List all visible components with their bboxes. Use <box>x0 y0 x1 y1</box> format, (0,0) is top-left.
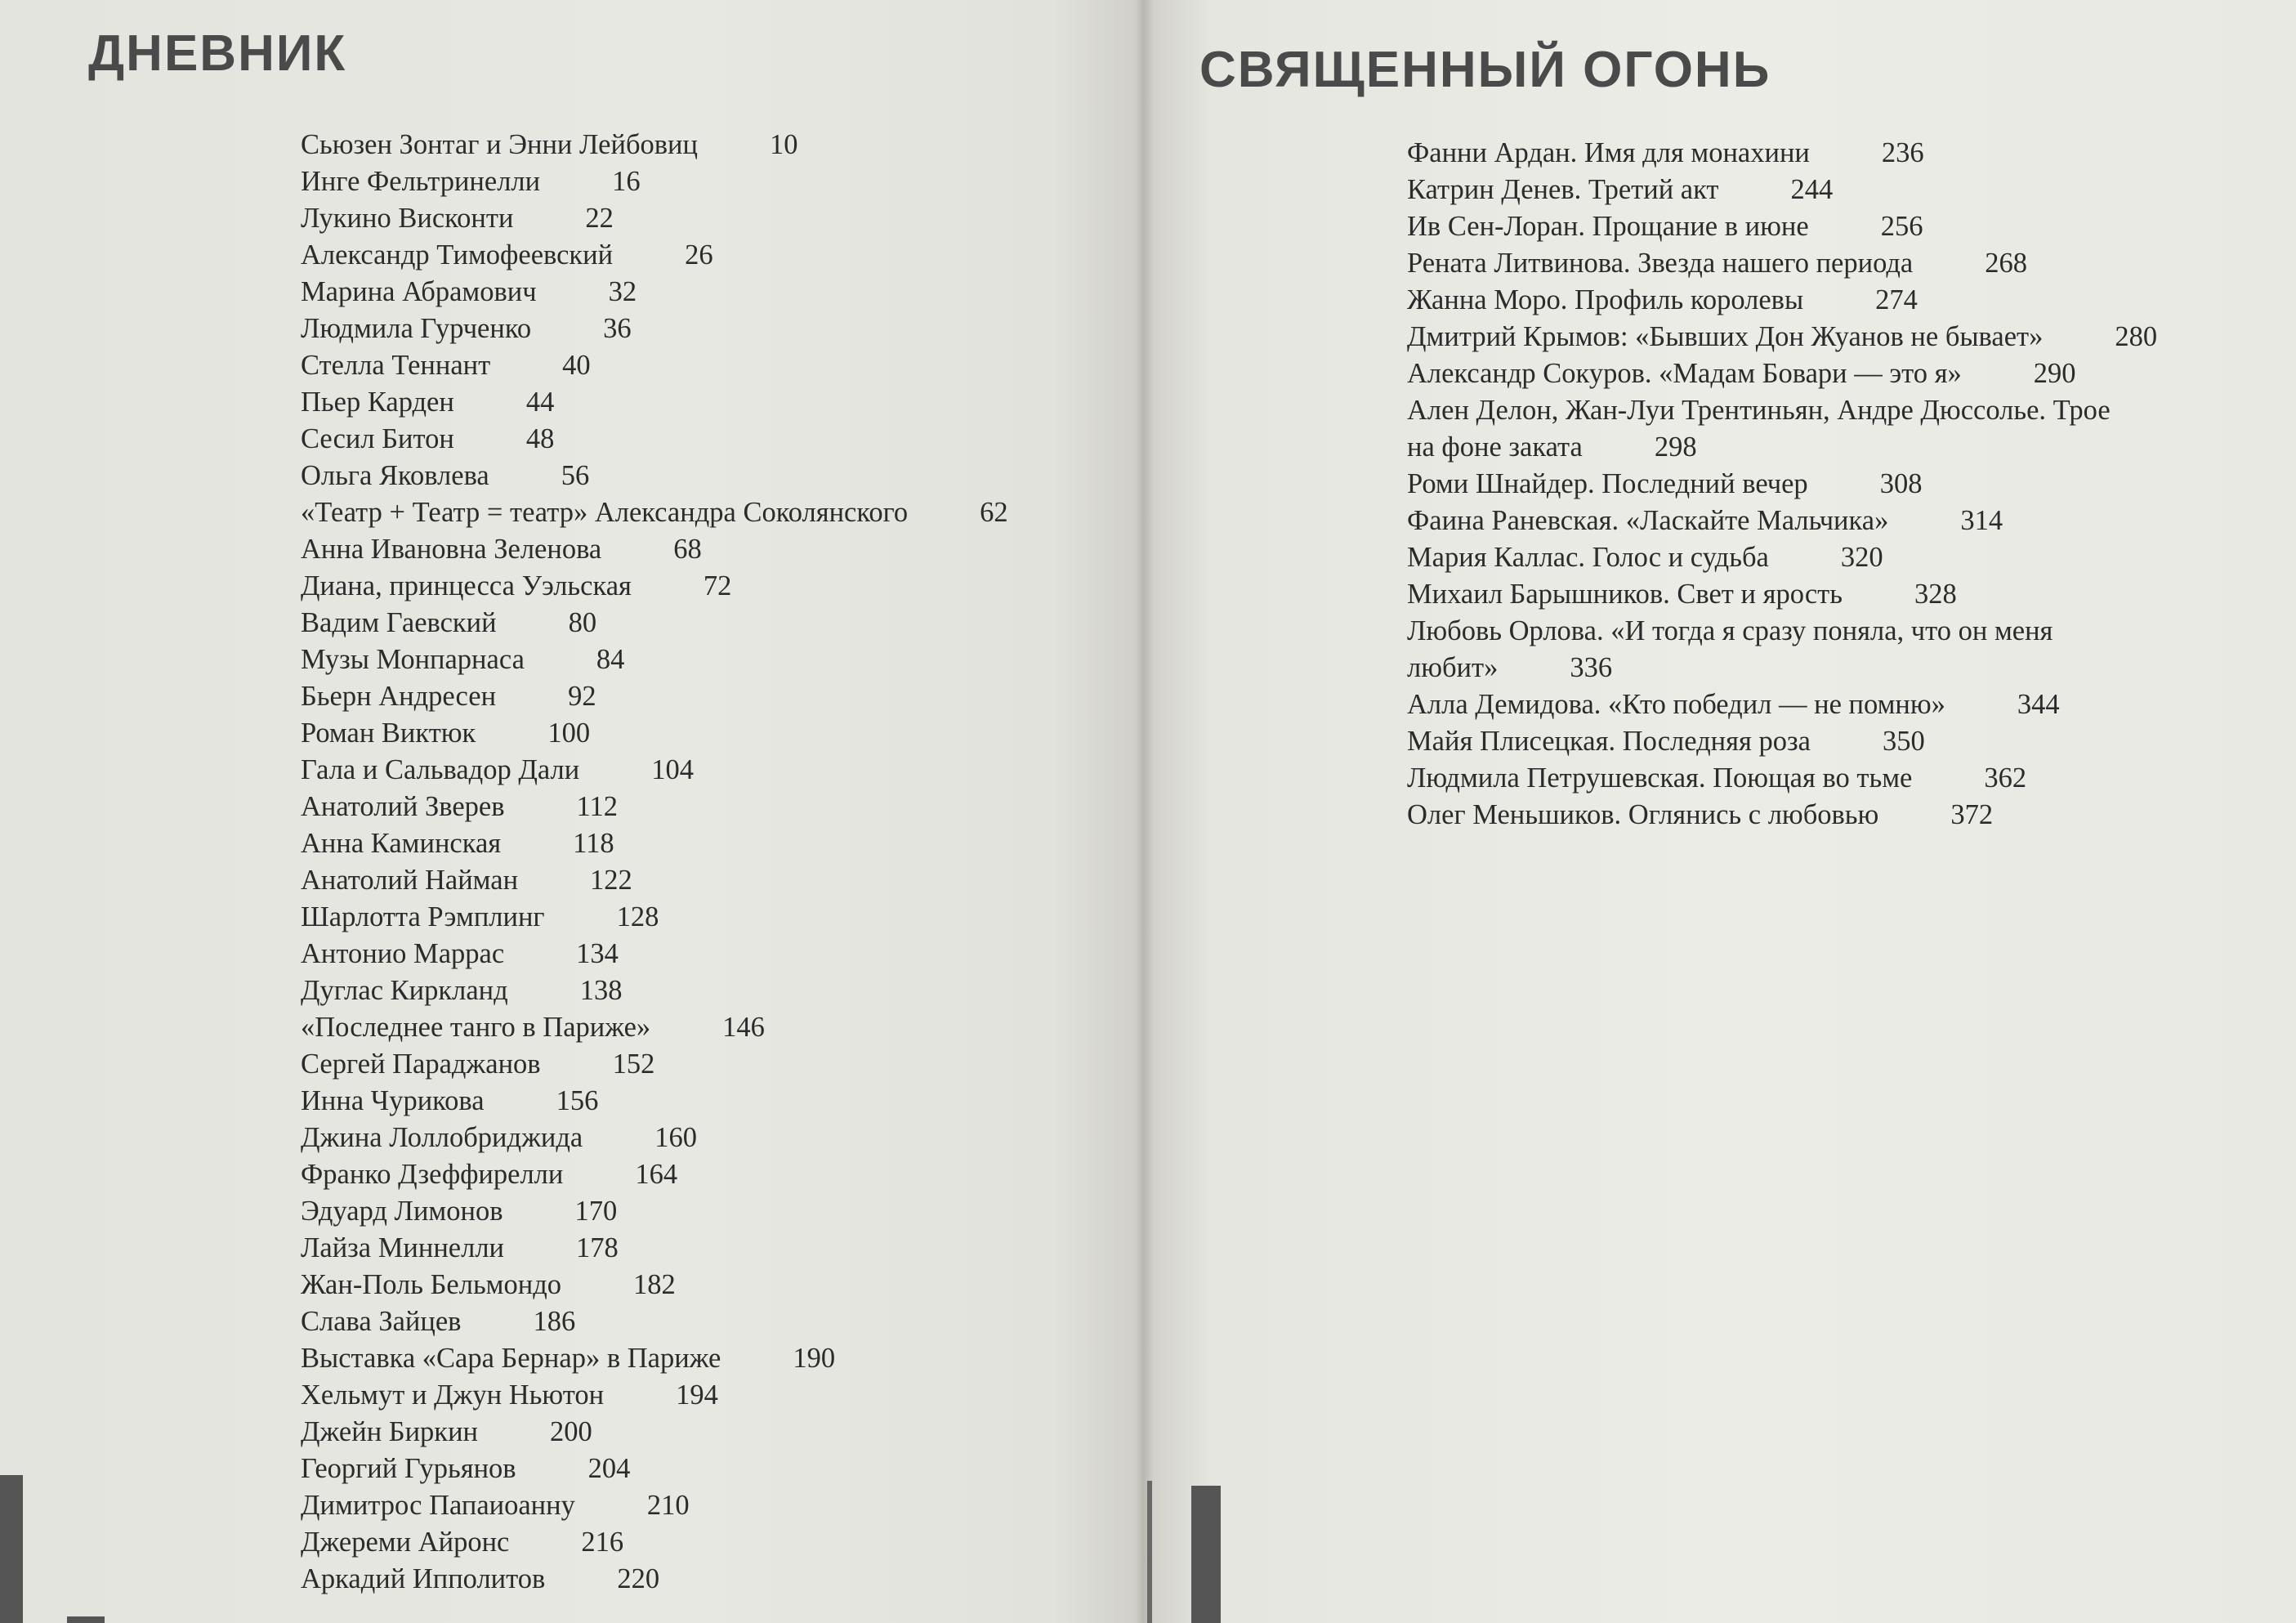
toc-entry-page-number: 152 <box>612 1048 655 1080</box>
toc-entry-page-number: 290 <box>2033 358 2076 389</box>
toc-entry-title: Вадим Гаевский <box>301 607 497 638</box>
section-title-diary: ДНЕВНИК <box>88 25 347 82</box>
toc-entry <box>301 936 1118 972</box>
toc-list-diary <box>301 127 1118 1598</box>
toc-entry <box>1407 613 2142 686</box>
toc-entry-title: Эдуард Лимонов <box>301 1196 503 1227</box>
toc-entry-page-number: 22 <box>585 203 614 234</box>
toc-entry <box>301 899 1118 936</box>
toc-entry-title: Роман Виктюк <box>301 718 476 749</box>
toc-entry <box>301 752 1118 789</box>
toc-entry <box>301 384 1118 421</box>
toc-entry <box>301 678 1118 715</box>
toc-entry-page-number: 178 <box>576 1232 619 1263</box>
toc-entry-title: Людмила Гурченко <box>301 313 532 344</box>
toc-entry-page-number: 122 <box>590 865 632 896</box>
toc-entry <box>301 200 1118 237</box>
toc-entry-page-number: 336 <box>1570 652 1613 683</box>
toc-entry <box>1407 392 2142 466</box>
toc-entry-title: Александр Сокуров. «Мадам Бовари — это я» <box>1407 358 1962 389</box>
toc-entry <box>1407 355 2224 392</box>
toc-entry-title: Музы Монпарнаса <box>301 644 525 675</box>
page-edge-marker <box>0 1475 23 1623</box>
toc-entry-page-number: 210 <box>646 1490 690 1521</box>
toc-entry-title: Фанни Ардан. Имя для монахини <box>1407 137 1810 168</box>
toc-entry-page-number: 84 <box>596 644 625 675</box>
toc-entry-page-number: 62 <box>980 497 1008 528</box>
toc-entry-title: Жанна Моро. Профиль королевы <box>1407 284 1804 315</box>
toc-entry-title: Михаил Барышников. Свет и ярость <box>1407 579 1843 610</box>
toc-entry-title: Димитрос Папаиоанну <box>301 1490 575 1521</box>
toc-entry <box>301 1193 1118 1230</box>
toc-entry-title: Ольга Яковлева <box>301 460 489 491</box>
toc-entry <box>301 715 1118 752</box>
toc-entry-title: Майя Плисецкая. Последняя роза <box>1407 726 1811 757</box>
toc-entry <box>1407 319 2224 355</box>
toc-entry-page-number: 26 <box>685 239 713 270</box>
toc-entry-page-number: 280 <box>2115 321 2158 352</box>
toc-entry <box>301 421 1118 458</box>
toc-entry-title: Стелла Теннант <box>301 350 491 381</box>
toc-entry-title: «Последнее танго в Париже» <box>301 1012 651 1043</box>
toc-entry <box>301 862 1118 899</box>
toc-entry <box>301 568 1118 605</box>
toc-entry-page-number: 308 <box>1879 468 1923 499</box>
toc-entry-page-number: 236 <box>1881 137 1924 168</box>
toc-entry <box>1407 245 2224 282</box>
toc-entry-page-number: 274 <box>1875 284 1918 315</box>
toc-entry-title: Анна Ивановна Зеленова <box>301 534 602 565</box>
toc-entry-page-number: 298 <box>1654 431 1697 463</box>
toc-entry-title: Лукино Висконти <box>301 203 514 234</box>
toc-entry <box>301 1230 1118 1267</box>
toc-entry-page-number: 344 <box>2017 689 2060 720</box>
toc-entry-page-number: 128 <box>616 901 659 932</box>
toc-entry-page-number: 146 <box>722 1012 765 1043</box>
toc-entry-page-number: 220 <box>617 1563 660 1594</box>
toc-entry <box>301 458 1118 494</box>
toc-entry-page-number: 40 <box>562 350 591 381</box>
toc-entry-title: Сесил Битон <box>301 423 454 454</box>
toc-entry-page-number: 10 <box>769 129 798 160</box>
toc-entry <box>301 825 1118 862</box>
toc-entry-title: Дмитрий Крымов: «Бывших Дон Жуанов не бывает» <box>1407 321 2044 352</box>
toc-entry-title: Диана, принцесса Уэльская <box>301 570 632 601</box>
toc-entry <box>1407 282 2224 319</box>
toc-entry-page-number: 80 <box>568 607 597 638</box>
toc-entry-page-number: 372 <box>1950 799 1994 830</box>
toc-entry-title: Аркадий Ипполитов <box>301 1563 546 1594</box>
toc-entry <box>301 163 1118 200</box>
toc-entry-title: Алла Демидова. «Кто победил — не помню» <box>1407 689 1945 720</box>
toc-entry <box>301 642 1118 678</box>
toc-entry-page-number: 182 <box>633 1269 676 1300</box>
toc-entry <box>301 1377 1118 1414</box>
toc-entry-page-number: 200 <box>550 1416 592 1447</box>
toc-entry <box>301 1524 1118 1561</box>
toc-entry-page-number: 204 <box>587 1453 631 1484</box>
toc-entry-title: Дуглас Киркланд <box>301 975 508 1006</box>
toc-entry <box>301 1156 1118 1193</box>
toc-entry-page-number: 244 <box>1790 174 1834 205</box>
toc-entry <box>301 311 1118 347</box>
toc-entry <box>301 1451 1118 1487</box>
toc-entry-page-number: 118 <box>573 828 614 859</box>
toc-entry-page-number: 350 <box>1882 726 1925 757</box>
toc-entry-page-number: 170 <box>574 1196 618 1227</box>
toc-entry <box>301 237 1118 274</box>
toc-entry-page-number: 32 <box>608 276 637 307</box>
toc-entry <box>301 1267 1118 1303</box>
toc-entry-title: Джина Лоллобриджида <box>301 1122 583 1153</box>
toc-entry-title: Фаина Раневская. «Ласкайте Мальчика» <box>1407 505 1889 536</box>
toc-entry <box>301 1303 1118 1340</box>
toc-entry-title: Катрин Денев. Третий акт <box>1407 174 1719 205</box>
section-title-sacred-fire: СВЯЩЕННЫЙ ОГОНЬ <box>1199 42 1771 98</box>
toc-entry-page-number: 186 <box>533 1306 576 1337</box>
toc-entry-page-number: 268 <box>1985 248 2027 279</box>
toc-entry-page-number: 104 <box>651 754 694 785</box>
toc-entry-title: Марина Абрамович <box>301 276 537 307</box>
toc-entry-title: Антонио Маррас <box>301 938 505 969</box>
toc-entry-page-number: 112 <box>576 791 619 822</box>
toc-entry-title: Сьюзен Зонтаг и Энни Лейбовиц <box>301 129 698 160</box>
toc-entry-page-number: 48 <box>525 423 555 454</box>
toc-entry-title: Ален Делон, Жан-Луи Трентиньян, Андре Дюссолье. Трое на фоне заката <box>1407 395 2111 463</box>
toc-entry-page-number: 56 <box>561 460 590 491</box>
toc-entry-title: Бьерн Андресен <box>301 681 497 712</box>
toc-entry-title: Олег Меньшиков. Оглянись с любовью <box>1407 799 1879 830</box>
page-edge-marker <box>1191 1486 1221 1623</box>
toc-entry <box>301 1083 1118 1120</box>
toc-entry <box>1407 686 2224 723</box>
toc-entry-page-number: 190 <box>793 1343 836 1374</box>
toc-entry-page-number: 164 <box>635 1159 678 1190</box>
toc-entry-page-number: 314 <box>1960 505 2003 536</box>
toc-entry-title: Жан-Поль Бельмондо <box>301 1269 562 1300</box>
toc-entry <box>301 1009 1118 1046</box>
toc-entry-page-number: 328 <box>1914 579 1957 610</box>
toc-entry-title: Инна Чурикова <box>301 1085 485 1116</box>
toc-entry <box>1407 135 2224 172</box>
toc-entry <box>1407 208 2224 245</box>
toc-entry <box>301 127 1118 163</box>
toc-entry-page-number: 160 <box>654 1122 697 1153</box>
toc-entry <box>1407 723 2224 760</box>
toc-entry <box>1407 539 2224 576</box>
right-page <box>1144 0 2296 1623</box>
toc-entry-page-number: 320 <box>1840 542 1883 573</box>
toc-entry-title: Джереми Айронс <box>301 1527 510 1558</box>
toc-entry-page-number: 36 <box>603 313 632 344</box>
toc-entry-title: Инге Фельтринелли <box>301 166 541 197</box>
toc-entry-title: Александр Тимофеевский <box>301 239 614 270</box>
toc-entry-title: Ив Сен-Лоран. Прощание в июне <box>1407 211 1809 242</box>
toc-entry-title: Рената Литвинова. Звезда нашего периода <box>1407 248 1914 279</box>
toc-entry-title: Лайза Миннелли <box>301 1232 505 1263</box>
toc-entry-title: Анатолий Найман <box>301 865 519 896</box>
toc-entry-title: Георгий Гурьянов <box>301 1453 516 1484</box>
toc-entry-page-number: 44 <box>525 387 555 418</box>
toc-entry-page-number: 16 <box>612 166 641 197</box>
toc-entry <box>301 972 1118 1009</box>
toc-entry-title: Хельмут и Джун Ньютон <box>301 1379 605 1411</box>
toc-entry-title: Джейн Биркин <box>301 1416 478 1447</box>
toc-entry <box>1407 172 2224 208</box>
toc-entry <box>1407 466 2224 503</box>
page-edge-marker-foot <box>67 1616 105 1623</box>
toc-entry-title: «Театр + Театр = театр» Александра Соколянского <box>301 497 909 528</box>
toc-entry <box>301 1046 1118 1083</box>
toc-entry-title: Роми Шнайдер. Последний вечер <box>1407 468 1808 499</box>
toc-entry-title: Людмила Петрушевская. Поющая во тьме <box>1407 762 1913 794</box>
toc-entry <box>1407 576 2224 613</box>
toc-entry-title: Сергей Параджанов <box>301 1048 541 1080</box>
toc-entry <box>301 494 1118 531</box>
toc-entry-title: Выставка «Сара Бернар» в Париже <box>301 1343 721 1374</box>
toc-entry-page-number: 138 <box>579 975 623 1006</box>
toc-list-sacred-fire <box>1407 135 2224 834</box>
toc-entry <box>301 274 1118 311</box>
toc-entry-title: Любовь Орлова. «И тогда я сразу поняла, что он меня любит» <box>1407 615 2053 683</box>
toc-entry-title: Анна Каминская <box>301 828 502 859</box>
toc-entry-title: Анатолий Зверев <box>301 791 505 822</box>
toc-entry-title: Франко Дзеффирелли <box>301 1159 564 1190</box>
toc-entry-page-number: 156 <box>556 1085 599 1116</box>
toc-entry <box>301 1120 1118 1156</box>
toc-entry-page-number: 134 <box>576 938 619 969</box>
toc-entry <box>301 531 1118 568</box>
left-page <box>0 0 1144 1623</box>
toc-entry <box>301 605 1118 642</box>
toc-entry-page-number: 362 <box>1984 762 2027 794</box>
toc-entry <box>1407 797 2224 834</box>
toc-entry <box>301 789 1118 825</box>
toc-entry-page-number: 216 <box>581 1527 624 1558</box>
toc-entry-title: Гала и Сальвадор Дали <box>301 754 580 785</box>
toc-entry <box>301 1414 1118 1451</box>
toc-entry <box>1407 760 2224 797</box>
toc-entry <box>301 1487 1118 1524</box>
toc-entry-title: Слава Зайцев <box>301 1306 462 1337</box>
toc-entry <box>301 1340 1118 1377</box>
toc-entry-page-number: 92 <box>568 681 596 712</box>
book-gutter <box>1134 0 1154 1623</box>
toc-entry <box>301 1561 1118 1598</box>
toc-entry-title: Пьер Карден <box>301 387 454 418</box>
toc-entry-page-number: 68 <box>673 534 702 565</box>
toc-entry <box>301 347 1118 384</box>
toc-entry-page-number: 256 <box>1880 211 1923 242</box>
toc-entry <box>1407 503 2224 539</box>
toc-entry-page-number: 100 <box>547 718 591 749</box>
toc-entry-page-number: 72 <box>703 570 732 601</box>
toc-entry-page-number: 194 <box>676 1379 718 1411</box>
toc-entry-title: Шарлотта Рэмплинг <box>301 901 545 932</box>
toc-entry-title: Мария Каллас. Голос и судьба <box>1407 542 1769 573</box>
